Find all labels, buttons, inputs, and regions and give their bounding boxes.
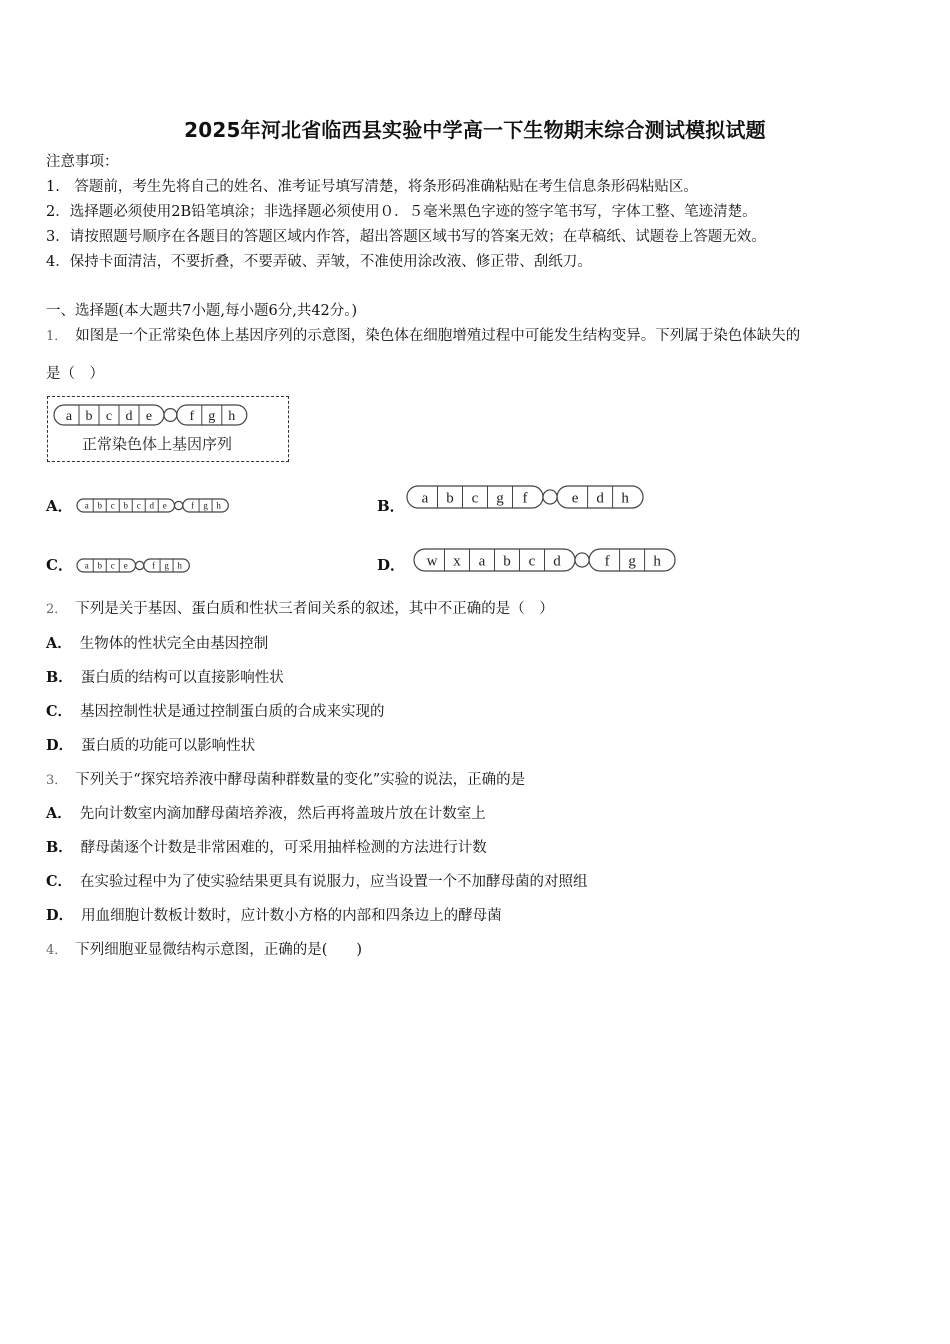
question-2 xyxy=(46,599,554,620)
gene-label: b xyxy=(85,408,93,424)
notice-item: 1. 答题前，考生先将自己的姓名、准考证号填写清楚，将条形码准确粘贴在考生信息条形码粘贴区。 xyxy=(46,179,698,195)
gene-label: e xyxy=(162,500,167,511)
centromere xyxy=(164,409,177,422)
question-4 xyxy=(46,940,362,961)
gene-label: a xyxy=(65,408,73,424)
gene-label: f xyxy=(522,490,528,507)
gene-label: g xyxy=(164,560,169,571)
gene-label: f xyxy=(189,408,195,424)
gene-label: d xyxy=(149,500,154,511)
question-text: 如图是一个正常染色体上基因序列的示意图，染色体在细胞增殖过程中可能发生结构变异。下列属于染色体缺失的 xyxy=(75,328,801,344)
gene-label: g xyxy=(203,500,208,511)
centromere xyxy=(175,501,183,509)
option-a-label: A． xyxy=(46,497,73,515)
gene-label: c xyxy=(136,500,141,511)
question-1 xyxy=(46,326,800,347)
gene-label: c xyxy=(471,490,479,507)
question-1-continuation: 是（ ） xyxy=(46,366,104,382)
centromere xyxy=(543,490,557,504)
option-d-chromosome xyxy=(412,546,682,576)
gene-label: c xyxy=(105,408,113,424)
option-d: D． 蛋白质的功能可以影响性状 xyxy=(46,737,256,754)
centromere xyxy=(136,561,144,569)
notice-heading: 注意事项： xyxy=(46,154,119,170)
gene-label: c xyxy=(110,500,115,511)
gene-label: g xyxy=(496,490,504,507)
option-c-label: C． xyxy=(46,556,73,574)
question-number: 4． xyxy=(46,943,68,958)
gene-label: e xyxy=(571,490,579,507)
option-a: A． 先向计数室内滴加酵母菌培养液，然后再将盖玻片放在计数室上 xyxy=(46,805,486,822)
gene-label: f xyxy=(604,553,610,570)
question-text: 下列是关于基因、蛋白质和性状三者间关系的叙述，其中不正确的是（ ） xyxy=(75,601,554,617)
centromere xyxy=(575,553,589,567)
figure-caption: 正常染色体上基因序列 xyxy=(82,435,233,453)
gene-label: a xyxy=(84,560,89,571)
gene-label: c xyxy=(110,560,115,571)
notice-item: 4．保持卡面清洁，不要折叠，不要弄破、弄皱，不准使用涂改液、修正带、刮纸刀。 xyxy=(46,254,592,270)
question-3 xyxy=(46,770,525,791)
gene-label: a xyxy=(478,553,486,570)
option-d: D． 用血细胞计数板计数时，应计数小方格的内部和四条边上的酵母菌 xyxy=(46,907,502,924)
option-b-label: B． xyxy=(377,497,405,515)
notice-item: 3．请按照题号顺序在各题目的答题区域内作答，超出答题区域书写的答案无效；在草稿纸、试题卷上答题无效。 xyxy=(46,229,766,245)
question-number: 1． xyxy=(46,329,68,344)
option-d-label: D． xyxy=(377,556,406,574)
option-b-chromosome xyxy=(405,483,645,513)
gene-label: c xyxy=(528,553,536,570)
option-b: B． 蛋白质的结构可以直接影响性状 xyxy=(46,669,284,686)
gene-label: b xyxy=(97,560,102,571)
gene-label: b xyxy=(446,490,454,507)
question-text: 下列细胞亚显微结构示意图，正确的是( ) xyxy=(75,942,363,958)
question-number: 2． xyxy=(46,602,68,617)
page-title: 2025年河北省临西县实验中学高一下生物期末综合测试模拟试题 xyxy=(184,118,766,142)
gene-label: h xyxy=(653,553,661,570)
gene-label: d xyxy=(125,408,133,424)
gene-label: d xyxy=(553,553,561,570)
gene-label: b xyxy=(123,500,128,511)
gene-label: h xyxy=(228,408,236,424)
gene-label: f xyxy=(191,500,195,511)
option-a-chromosome xyxy=(75,496,255,516)
gene-label: d xyxy=(596,490,604,507)
gene-label: h xyxy=(216,500,221,511)
section-heading: 一、选择题(本大题共7小题,每小题6分,共42分。) xyxy=(46,303,358,319)
gene-label: g xyxy=(208,408,216,424)
gene-label: a xyxy=(421,490,429,507)
gene-label: f xyxy=(152,560,156,571)
gene-label: b xyxy=(97,500,102,511)
option-b: B． 酵母菌逐个计数是非常困难的，可采用抽样检测的方法进行计数 xyxy=(46,839,487,856)
option-a: A． 生物体的性状完全由基因控制 xyxy=(46,635,269,652)
option-c: C． 在实验过程中为了使实验结果更具有说服力，应当设置一个不加酵母菌的对照组 xyxy=(46,873,588,890)
chromosome-diagram xyxy=(48,397,288,427)
gene-label: w xyxy=(426,553,438,570)
question-text: 下列关于“探究培养液中酵母菌种群数量的变化”实验的说法，正确的是 xyxy=(75,772,526,788)
gene-label: a xyxy=(84,500,89,511)
gene-label: b xyxy=(503,553,511,570)
question-number: 3． xyxy=(46,773,68,788)
gene-label: g xyxy=(628,553,636,570)
gene-label: e xyxy=(123,560,128,571)
option-c-chromosome xyxy=(75,556,225,576)
gene-label: x xyxy=(453,553,461,570)
notice-item: 2．选择题必须使用2B铅笔填涂；非选择题必须使用０．５毫米黑色字迹的签字笔书写，字体工整、笔迹清楚。 xyxy=(46,204,757,220)
gene-label: h xyxy=(177,560,182,571)
gene-label: e xyxy=(145,408,153,424)
gene-label: h xyxy=(621,490,629,507)
option-c: C． 基因控制性状是通过控制蛋白质的合成来实现的 xyxy=(46,703,385,720)
